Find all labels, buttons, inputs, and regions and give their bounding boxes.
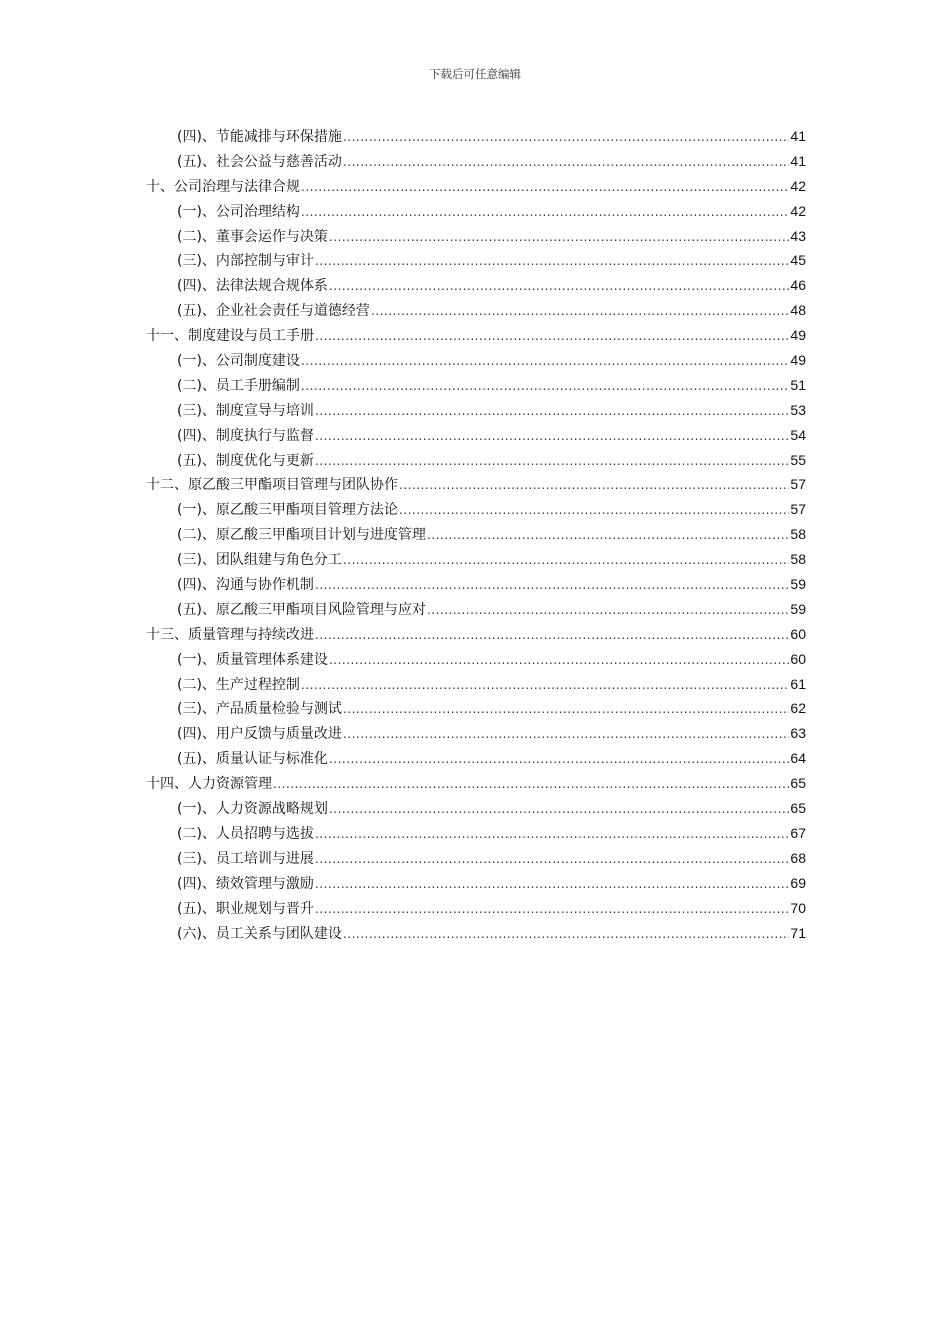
toc-dot-leader xyxy=(427,523,789,548)
toc-entry-title: (五)、原乙酸三甲酯项目风险管理与应对 xyxy=(177,601,426,618)
toc-entry-page-number: 67 xyxy=(790,824,806,841)
toc-dot-leader xyxy=(329,797,789,822)
toc-chapter-entry[interactable] xyxy=(146,174,806,199)
toc-dot-leader xyxy=(329,225,789,250)
toc-dot-leader xyxy=(343,722,789,747)
toc-entry-title: (四)、绩效管理与激励 xyxy=(177,875,314,892)
toc-dot-leader xyxy=(315,573,789,598)
toc-entry-title: (二)、原乙酸三甲酯项目计划与进度管理 xyxy=(177,527,426,544)
toc-section-entry[interactable] xyxy=(146,721,806,746)
toc-entry-title: (二)、人员招聘与选拔 xyxy=(177,825,314,842)
toc-dot-leader xyxy=(315,623,789,648)
toc-dot-leader xyxy=(343,125,789,150)
toc-entry-page-number: 62 xyxy=(790,700,806,717)
toc-entry-title: (一)、质量管理体系建设 xyxy=(177,651,328,668)
toc-entry-page-number: 46 xyxy=(790,277,806,294)
toc-entry-page-number: 57 xyxy=(790,501,806,518)
toc-section-entry[interactable] xyxy=(146,647,806,672)
toc-entry-title: 十四、人力资源管理 xyxy=(146,776,272,793)
toc-entry-page-number: 60 xyxy=(790,625,806,642)
toc-section-entry[interactable] xyxy=(146,497,806,522)
toc-entry-page-number: 42 xyxy=(790,202,806,219)
toc-section-entry[interactable] xyxy=(146,547,806,572)
toc-section-entry[interactable] xyxy=(146,796,806,821)
toc-entry-page-number: 48 xyxy=(790,302,806,319)
toc-section-entry[interactable] xyxy=(146,149,806,174)
toc-dot-leader xyxy=(301,374,789,399)
toc-entry-title: (一)、人力资源战略规划 xyxy=(177,801,328,818)
toc-entry-page-number: 68 xyxy=(790,849,806,866)
toc-dot-leader xyxy=(371,299,789,324)
toc-entry-title: (二)、董事会运作与决策 xyxy=(177,228,328,245)
toc-chapter-entry[interactable] xyxy=(146,622,806,647)
toc-entry-page-number: 58 xyxy=(790,526,806,543)
toc-entry-page-number: 49 xyxy=(790,352,806,369)
toc-entry-page-number: 59 xyxy=(790,576,806,593)
toc-dot-leader xyxy=(273,772,789,797)
toc-dot-leader xyxy=(329,747,789,772)
toc-entry-page-number: 60 xyxy=(790,650,806,667)
toc-entry-page-number: 51 xyxy=(790,376,806,393)
toc-entry-title: 十三、质量管理与持续改进 xyxy=(146,626,314,643)
toc-section-entry[interactable] xyxy=(146,746,806,771)
toc-dot-leader xyxy=(343,697,789,722)
toc-section-entry[interactable] xyxy=(146,224,806,249)
toc-section-entry[interactable] xyxy=(146,597,806,622)
toc-entry-page-number: 58 xyxy=(790,551,806,568)
toc-dot-leader xyxy=(301,673,789,698)
toc-section-entry[interactable] xyxy=(146,348,806,373)
toc-entry-page-number: 45 xyxy=(790,252,806,269)
toc-entry-title: (六)、员工关系与团队建设 xyxy=(177,925,342,942)
toc-dot-leader xyxy=(315,847,789,872)
toc-entry-title: 十一、制度建设与员工手册 xyxy=(146,328,314,345)
toc-dot-leader xyxy=(301,200,789,225)
toc-entry-title: (五)、职业规划与晋升 xyxy=(177,900,314,917)
toc-entry-page-number: 41 xyxy=(790,152,806,169)
toc-dot-leader xyxy=(399,473,789,498)
toc-chapter-entry[interactable] xyxy=(146,472,806,497)
toc-dot-leader xyxy=(315,449,789,474)
toc-dot-leader xyxy=(343,150,789,175)
toc-dot-leader xyxy=(315,872,789,897)
toc-entry-page-number: 63 xyxy=(790,725,806,742)
toc-dot-leader xyxy=(329,648,789,673)
toc-entry-title: (四)、节能减排与环保措施 xyxy=(177,129,342,145)
toc-entry-page-number: 42 xyxy=(790,177,806,194)
toc-entry-title: (三)、内部控制与审计 xyxy=(177,253,314,270)
table-of-contents xyxy=(146,124,806,945)
toc-entry-page-number: 49 xyxy=(790,327,806,344)
toc-section-entry[interactable] xyxy=(146,423,806,448)
toc-entry-page-number: 65 xyxy=(790,775,806,792)
toc-section-entry[interactable] xyxy=(146,821,806,846)
toc-section-entry[interactable] xyxy=(146,522,806,547)
toc-dot-leader xyxy=(399,498,789,523)
toc-section-entry[interactable] xyxy=(146,248,806,273)
toc-entry-title: (四)、用户反馈与质量改进 xyxy=(177,726,342,743)
toc-dot-leader xyxy=(315,897,789,922)
toc-section-entry[interactable] xyxy=(146,124,806,149)
toc-entry-page-number: 65 xyxy=(790,800,806,817)
toc-section-entry[interactable] xyxy=(146,871,806,896)
toc-dot-leader xyxy=(427,598,789,623)
toc-entry-page-number: 41 xyxy=(790,128,806,144)
toc-entry-title: (五)、质量认证与标准化 xyxy=(177,751,328,768)
toc-entry-page-number: 55 xyxy=(790,451,806,468)
toc-entry-title: (四)、制度执行与监督 xyxy=(177,427,314,444)
toc-entry-title: (五)、社会公益与慈善活动 xyxy=(177,153,342,170)
toc-dot-leader xyxy=(301,175,789,200)
toc-dot-leader xyxy=(301,349,789,374)
toc-entry-page-number: 69 xyxy=(790,874,806,891)
toc-entry-title: (一)、原乙酸三甲酯项目管理方法论 xyxy=(177,502,398,519)
toc-section-entry[interactable] xyxy=(146,896,806,921)
toc-dot-leader xyxy=(315,399,789,424)
toc-entry-title: 十二、原乙酸三甲酯项目管理与团队协作 xyxy=(146,477,398,494)
toc-entry-title: (三)、制度宣导与培训 xyxy=(177,402,314,419)
toc-entry-title: (一)、公司制度建设 xyxy=(177,353,300,370)
toc-dot-leader xyxy=(343,922,789,947)
toc-entry-title: (三)、团队组建与角色分工 xyxy=(177,552,342,569)
toc-entry-page-number: 43 xyxy=(790,227,806,244)
toc-entry-page-number: 70 xyxy=(790,899,806,916)
toc-entry-page-number: 57 xyxy=(790,476,806,493)
toc-entry-title: (二)、生产过程控制 xyxy=(177,676,300,693)
toc-dot-leader xyxy=(329,274,789,299)
toc-entry-page-number: 61 xyxy=(790,675,806,692)
toc-entry-page-number: 59 xyxy=(790,600,806,617)
toc-section-entry[interactable] xyxy=(146,448,806,473)
toc-entry-title: (二)、员工手册编制 xyxy=(177,377,300,394)
toc-chapter-entry[interactable] xyxy=(146,771,806,796)
toc-entry-title: (四)、沟通与协作机制 xyxy=(177,577,314,594)
toc-section-entry[interactable] xyxy=(146,846,806,871)
toc-entry-title: (五)、制度优化与更新 xyxy=(177,452,314,469)
toc-chapter-entry[interactable] xyxy=(146,323,806,348)
toc-entry-page-number: 54 xyxy=(790,426,806,443)
toc-entry-page-number: 53 xyxy=(790,401,806,418)
toc-entry-page-number: 71 xyxy=(790,924,806,941)
toc-dot-leader xyxy=(315,424,789,449)
toc-dot-leader xyxy=(315,324,789,349)
toc-dot-leader xyxy=(315,249,789,274)
toc-dot-leader xyxy=(315,822,789,847)
page-header: 下载后可任意编辑 xyxy=(429,67,521,81)
toc-entry-title: (三)、产品质量检验与测试 xyxy=(177,701,342,718)
toc-entry-page-number: 64 xyxy=(790,750,806,767)
toc-section-entry[interactable] xyxy=(146,373,806,398)
toc-entry-title: (一)、公司治理结构 xyxy=(177,203,300,220)
toc-entry-title: 十、公司治理与法律合规 xyxy=(146,178,300,195)
toc-section-entry[interactable] xyxy=(146,273,806,298)
toc-section-entry[interactable] xyxy=(146,696,806,721)
toc-dot-leader xyxy=(343,548,789,573)
toc-section-entry[interactable] xyxy=(146,199,806,224)
toc-entry-title: (四)、法律法规合规体系 xyxy=(177,278,328,295)
toc-section-entry[interactable] xyxy=(146,672,806,697)
toc-entry-title: (三)、员工培训与进展 xyxy=(177,850,314,867)
toc-section-entry[interactable] xyxy=(146,921,806,946)
toc-entry-title: (五)、企业社会责任与道德经营 xyxy=(177,303,370,320)
toc-section-entry[interactable] xyxy=(146,298,806,323)
toc-section-entry[interactable] xyxy=(146,398,806,423)
toc-section-entry[interactable] xyxy=(146,572,806,597)
